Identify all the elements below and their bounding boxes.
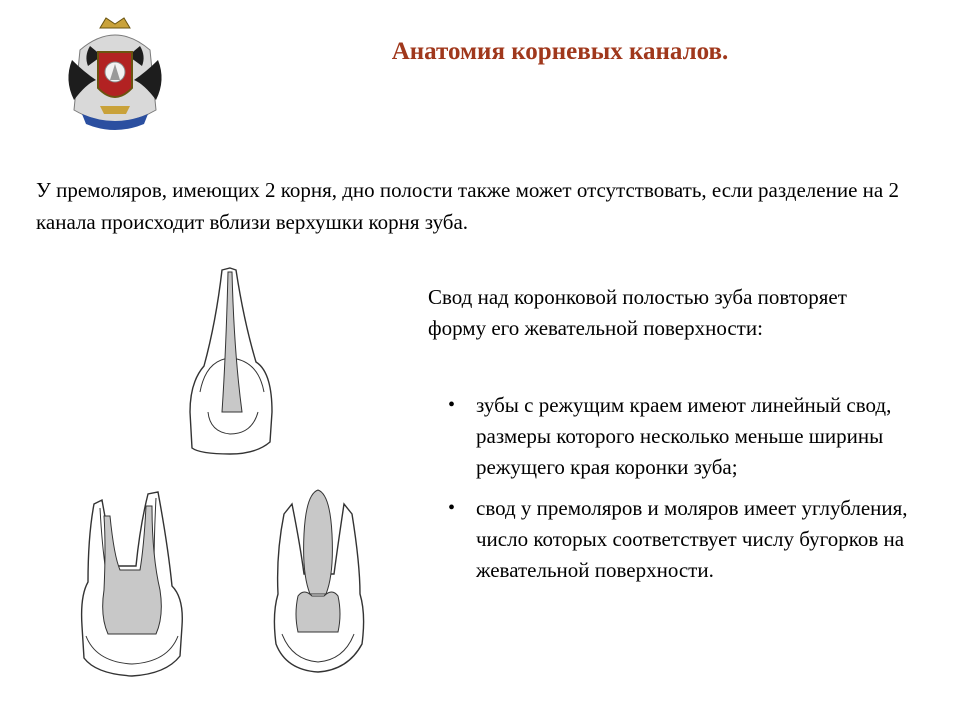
premolar-two-root-diagram xyxy=(76,486,188,682)
premolar-pulp-chamber xyxy=(103,506,162,634)
premolar-cusp-diagram xyxy=(268,484,368,680)
incisor-diagram xyxy=(186,262,276,458)
cusp-tooth-central-root xyxy=(304,490,333,594)
page-title: Анатомия корневых каналов. xyxy=(391,38,729,65)
bullet-text: свод у премоляров и моляров имеет углубления, число которых соответствует числу бугорков на жевательной поверхности. xyxy=(476,496,908,582)
bullet-item-molars xyxy=(446,493,926,586)
vault-bullet-list xyxy=(446,390,926,596)
intro-paragraph: У премоляров, имеющих 2 корня, дно полости также может отсутствовать, если разделение на 2 канала происходит вблизи верхушки корня зуба. xyxy=(36,178,899,234)
bullet-marker: • xyxy=(448,497,456,519)
bullet-item-incisors xyxy=(446,390,926,483)
vault-description: Свод над коронковой полостью зуба повторяет форму его жевательной поверхности: xyxy=(428,285,847,340)
crest-icon xyxy=(60,10,170,140)
bullet-marker: • xyxy=(448,394,456,416)
bullet-text: зубы с режущим краем имеют линейный свод, размеры которого несколько меньше ширины режущего края коронки зуба; xyxy=(476,393,892,479)
cusp-tooth-pulp-chamber xyxy=(296,592,340,632)
